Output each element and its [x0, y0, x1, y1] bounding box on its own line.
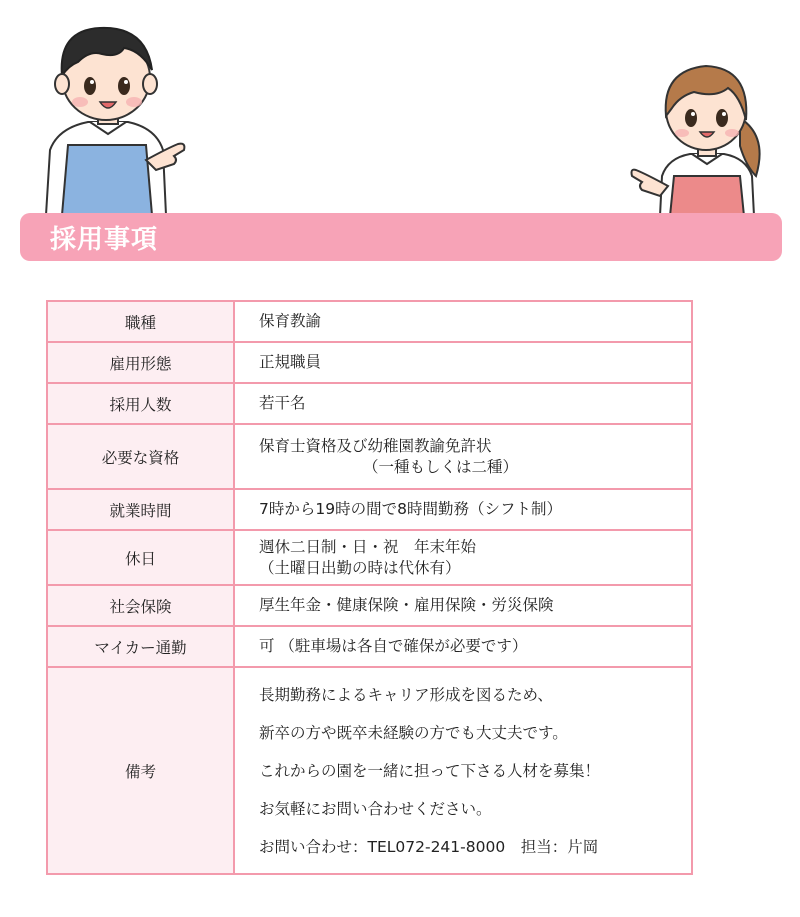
contact-line: お問い合わせ：TEL072-241-8000 担当：片岡 — [259, 837, 599, 856]
row-label: 休日 — [47, 530, 234, 585]
boy-staff-illustration — [28, 10, 188, 215]
row-label: 雇用形態 — [47, 342, 234, 383]
row-label: 職種 — [47, 301, 234, 342]
table-row — [47, 626, 692, 667]
row-value: 正規職員 — [234, 342, 692, 383]
row-label: 必要な資格 — [47, 424, 234, 489]
row-value: 可 （駐車場は各自で確保が必要です） — [234, 626, 692, 667]
section-banner — [20, 213, 782, 261]
row-label: 就業時間 — [47, 489, 234, 530]
banner-title: 採用事項 — [50, 225, 159, 255]
table-row — [47, 301, 692, 342]
row-value: 7時から19時の間で8時間勤務（シフト制） — [234, 489, 692, 530]
remarks-line: これからの園を一緒に担って下さる人材を募集！ — [259, 761, 601, 780]
holiday-line: 週休二日制・日・祝 年末年始 — [259, 538, 477, 557]
remarks-line: お気軽にお問い合わせください。 — [259, 799, 492, 818]
remarks-line: 新卒の方や既卒未経験の方でも大丈夫です。 — [259, 723, 568, 742]
row-value: 若干名 — [234, 383, 692, 424]
qualification-line: 保育士資格及び幼稚園教諭免許状 — [259, 437, 492, 456]
table-row — [47, 489, 692, 530]
qualification-note: （一種もしくは二種） — [363, 457, 519, 476]
row-label: マイカー通勤 — [47, 626, 234, 667]
row-label: 社会保険 — [47, 585, 234, 626]
row-value — [234, 530, 692, 585]
row-label: 採用人数 — [47, 383, 234, 424]
table-row — [47, 424, 692, 489]
table-row — [47, 530, 692, 585]
girl-staff-illustration — [628, 36, 768, 216]
row-label: 備考 — [47, 667, 234, 874]
table-row — [47, 585, 692, 626]
row-value: 厚生年金・健康保険・雇用保険・労災保険 — [234, 585, 692, 626]
row-value — [234, 667, 692, 874]
recruitment-table — [46, 300, 693, 875]
table-row — [47, 383, 692, 424]
row-value: 保育教諭 — [234, 301, 692, 342]
table-row — [47, 342, 692, 383]
remarks-line: 長期勤務によるキャリア形成を図るため、 — [259, 685, 553, 704]
holiday-note: （土曜日出勤の時は代休有） — [259, 558, 461, 577]
table-row — [47, 667, 692, 874]
row-value — [234, 424, 692, 489]
